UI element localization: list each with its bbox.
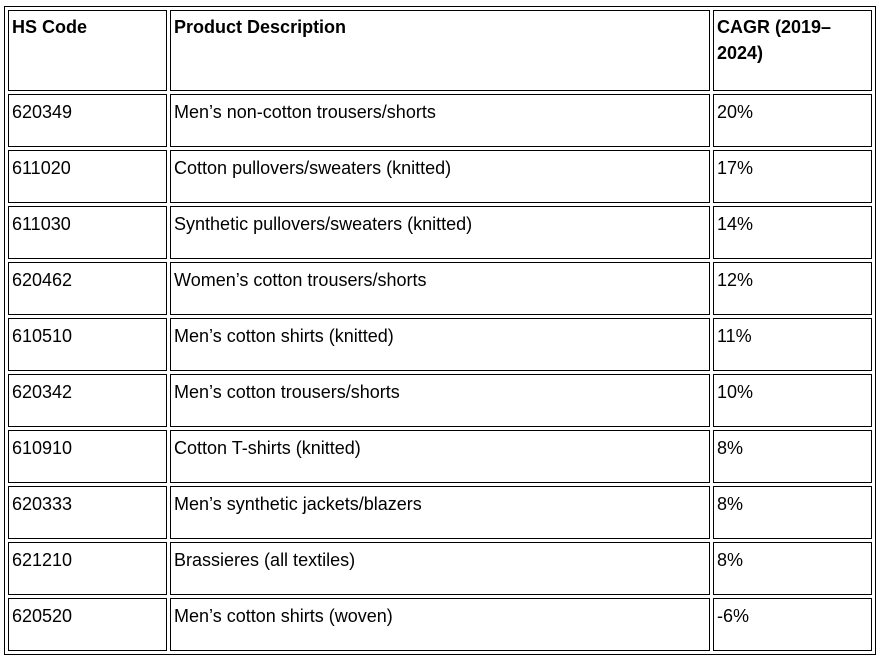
table-row xyxy=(8,374,872,427)
cell-hs-code: 620462 xyxy=(8,262,167,315)
header-cagr: CAGR (2019–2024) xyxy=(713,10,872,91)
cell-product-description: Women’s cotton trousers/shorts xyxy=(170,262,710,315)
cell-hs-code: 620520 xyxy=(8,598,167,651)
cell-cagr: 8% xyxy=(713,542,872,595)
table-row xyxy=(8,318,872,371)
product-cagr-table xyxy=(4,6,876,655)
cell-cagr: 10% xyxy=(713,374,872,427)
cell-product-description: Men’s cotton shirts (woven) xyxy=(170,598,710,651)
cell-cagr: 8% xyxy=(713,430,872,483)
cell-product-description: Cotton pullovers/sweaters (knitted) xyxy=(170,150,710,203)
table-header-row xyxy=(8,10,872,91)
cell-hs-code: 610910 xyxy=(8,430,167,483)
cell-cagr: 12% xyxy=(713,262,872,315)
cell-product-description: Brassieres (all textiles) xyxy=(170,542,710,595)
cell-cagr: 20% xyxy=(713,94,872,147)
cell-hs-code: 621210 xyxy=(8,542,167,595)
cell-cagr: -6% xyxy=(713,598,872,651)
header-product-description: Product Description xyxy=(170,10,710,91)
cell-hs-code: 610510 xyxy=(8,318,167,371)
cell-cagr: 17% xyxy=(713,150,872,203)
table-row xyxy=(8,598,872,651)
table-row xyxy=(8,542,872,595)
cell-product-description: Men’s non-cotton trousers/shorts xyxy=(170,94,710,147)
cell-product-description: Men’s synthetic jackets/blazers xyxy=(170,486,710,539)
table-row xyxy=(8,486,872,539)
table-row xyxy=(8,206,872,259)
cell-product-description: Men’s cotton shirts (knitted) xyxy=(170,318,710,371)
cell-hs-code: 620342 xyxy=(8,374,167,427)
cell-cagr: 14% xyxy=(713,206,872,259)
cell-product-description: Cotton T-shirts (knitted) xyxy=(170,430,710,483)
cell-product-description: Synthetic pullovers/sweaters (knitted) xyxy=(170,206,710,259)
cell-hs-code: 620349 xyxy=(8,94,167,147)
table-row xyxy=(8,262,872,315)
cell-hs-code: 611020 xyxy=(8,150,167,203)
table-row xyxy=(8,150,872,203)
cell-product-description: Men’s cotton trousers/shorts xyxy=(170,374,710,427)
header-hs-code: HS Code xyxy=(8,10,167,91)
table-row xyxy=(8,430,872,483)
cell-hs-code: 620333 xyxy=(8,486,167,539)
cell-cagr: 11% xyxy=(713,318,872,371)
table-row xyxy=(8,94,872,147)
cell-hs-code: 611030 xyxy=(8,206,167,259)
cell-cagr: 8% xyxy=(713,486,872,539)
